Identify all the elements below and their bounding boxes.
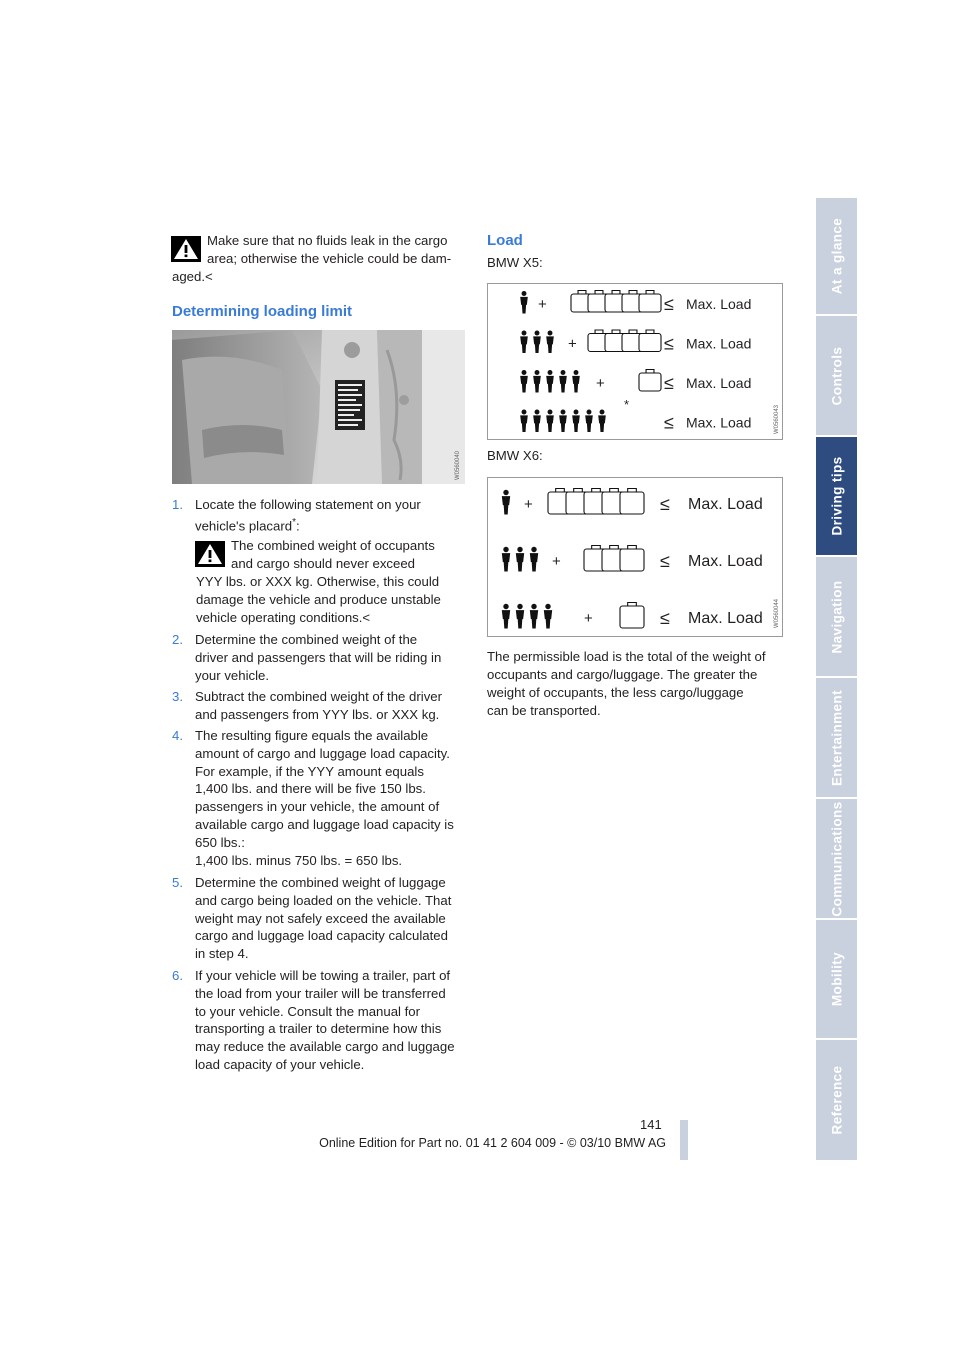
tab-label: Mobility [829, 951, 844, 1007]
end-mark: < [205, 269, 213, 284]
step-line: transporting a trailer to determine how this [195, 1021, 442, 1037]
less-equal-sign: ≤ [660, 608, 670, 628]
step-line: driver and passengers that will be riding in [195, 649, 442, 665]
suitcase-icon [639, 291, 661, 313]
tab-label: Reference [829, 1065, 844, 1135]
step-number: 3. [172, 689, 183, 704]
max-load-label: Max. Load [686, 296, 752, 312]
x6-label: BMW X6: [487, 448, 543, 463]
tab-label: Navigation [829, 579, 844, 654]
max-load-label: Max. Load [688, 553, 763, 570]
figure-code-placard: W0560040 [455, 450, 461, 480]
suitcase-icon [620, 603, 644, 629]
tab-label: At a glance [829, 217, 844, 295]
step-number: 6. [172, 968, 183, 983]
warning-text-2-line4: damage the vehicle and produce unstable [196, 592, 441, 607]
warning-text-1-line1: Make sure that no fluids leak in the cargo [207, 233, 448, 248]
step-line: 650 lbs.: [195, 834, 245, 850]
step-line: Locate the following statement on your [195, 497, 421, 512]
warning-triangle-icon [171, 236, 201, 262]
less-equal-sign: ≤ [660, 551, 670, 571]
step-line: 1,400 lbs. and there will be five 150 lbs. [195, 781, 426, 797]
person-icon [516, 547, 524, 572]
step-line: Subtract the combined weight of the driver [195, 689, 443, 704]
step-line: available cargo and luggage load capacity is [195, 816, 454, 832]
person-icon [520, 291, 528, 313]
step-4 [172, 727, 464, 869]
section-heading: Determining loading limit [172, 303, 353, 320]
step-line: to your vehicle. Consult the manual for [195, 1003, 421, 1019]
step-line-suffix: : [295, 518, 300, 534]
step-line: 1,400 lbs. minus 750 lbs. = 650 lbs. [195, 852, 403, 868]
step-line: may reduce the available cargo and luggage [195, 1039, 455, 1055]
x6-load-figure [487, 477, 783, 637]
step-number: 1. [172, 497, 183, 512]
step-line: vehicle's placard [195, 518, 293, 534]
person-icon [502, 547, 510, 572]
load-row [520, 330, 751, 354]
plus-sign: + [584, 610, 593, 627]
person-icon [572, 410, 580, 432]
load-row [520, 370, 751, 394]
warning-triangle-icon [195, 541, 225, 567]
warning-text-1-line3 [172, 268, 213, 286]
person-icon [516, 604, 524, 629]
step-line: Determine the combined weight of luggage [195, 875, 446, 890]
step-line: passengers in your vehicle, the amount of [195, 799, 440, 815]
step-line: Determine the combined weight of the [195, 632, 418, 647]
step-line: load capacity of your vehicle. [195, 1056, 365, 1072]
step-line: the load from your trailer will be transferred [195, 985, 446, 1001]
tab-label: Entertainment [829, 689, 844, 786]
person-icon [585, 410, 593, 432]
step-line: weight may not safely exceed the available [195, 910, 446, 926]
page-number: 141 [640, 1117, 662, 1132]
load-row [520, 410, 751, 433]
tab-mobility[interactable] [816, 920, 857, 1040]
paragraph-line: occupants and cargo/luggage. The greater the [487, 667, 758, 682]
person-icon [544, 604, 552, 629]
page-number-bar [680, 1120, 688, 1160]
step-line: and cargo being loaded on the vehicle. That [195, 892, 452, 908]
suitcase-icon [639, 330, 661, 352]
paragraph-line: can be transported. [487, 703, 601, 718]
plus-sign: + [596, 375, 605, 392]
tab-label: Driving tips [829, 456, 844, 536]
step-2 [172, 631, 464, 684]
step-5 [172, 874, 464, 963]
max-load-label: Max. Load [688, 496, 763, 513]
load-heading: Load [487, 232, 523, 249]
tab-entertainment[interactable] [816, 678, 857, 799]
person-icon [520, 370, 528, 392]
less-equal-sign: ≤ [664, 373, 674, 393]
step-number: 4. [172, 728, 183, 743]
tab-label: Controls [829, 346, 844, 405]
door-pillar-illustration [172, 330, 465, 484]
person-icon [559, 370, 567, 392]
tab-controls[interactable] [816, 316, 857, 437]
warning-text-2-line1: The combined weight of occupants [231, 538, 435, 553]
suitcase-icon [620, 489, 644, 515]
warning-text-2-line2: and cargo should never exceed [231, 556, 416, 571]
person-icon [559, 410, 567, 432]
person-icon [533, 331, 541, 353]
step-line: If your vehicle will be towing a trailer, part of [195, 968, 451, 983]
load-row [502, 546, 763, 572]
plus-sign: + [538, 296, 547, 313]
person-icon [533, 410, 541, 432]
paragraph-line: The permissible load is the total of the weight of [487, 649, 766, 664]
x5-load-diagram [488, 284, 782, 439]
tab-reference[interactable] [816, 1040, 857, 1162]
x6-load-diagram [488, 478, 782, 636]
x5-label: BMW X5: [487, 255, 543, 270]
load-row [502, 489, 763, 515]
step-line: and passengers from YYY lbs. or XXX kg. [195, 706, 440, 722]
asterisk-mark: * [624, 397, 630, 412]
person-icon [502, 604, 510, 629]
max-load-label: Max. Load [688, 610, 763, 627]
load-row [502, 603, 763, 629]
tab-label: Communications [829, 800, 844, 917]
less-equal-sign: ≤ [660, 494, 670, 514]
suitcase-icon [620, 546, 644, 572]
load-paragraph [487, 648, 782, 720]
step-line: The resulting figure equals the available [195, 728, 429, 743]
x5-load-figure [487, 283, 783, 440]
load-row [520, 291, 751, 315]
tab-navigation[interactable] [816, 557, 857, 678]
person-icon [520, 410, 528, 432]
step-line: amount of cargo and luggage load capacity. [195, 745, 450, 761]
max-load-label: Max. Load [686, 335, 752, 352]
figure-code-x6: W0560044 [774, 598, 780, 628]
warning-text-2-line5 [196, 609, 370, 627]
step-6 [172, 967, 464, 1074]
figure-code-x5: W0560043 [774, 404, 780, 434]
suitcase-icon [639, 370, 661, 392]
plus-sign: + [568, 335, 577, 353]
tab-driving-tips[interactable] [816, 437, 857, 557]
person-icon [546, 410, 554, 432]
person-icon [502, 490, 510, 515]
person-icon [546, 370, 554, 392]
tab-communications[interactable] [816, 799, 857, 920]
step-number: 2. [172, 632, 183, 647]
less-equal-sign: ≤ [664, 333, 674, 354]
footer-text: Online Edition for Part no. 01 41 2 604 009 - © 03/10 BMW AG [319, 1136, 666, 1150]
person-icon [546, 331, 554, 353]
warning-text-1-line2: area; otherwise the vehicle could be dam- [207, 251, 452, 266]
step-number: 5. [172, 875, 183, 890]
person-icon [520, 331, 528, 353]
max-load-label: Max. Load [686, 375, 752, 391]
placard-photo [172, 330, 465, 484]
person-icon [598, 410, 606, 432]
warning-text-1-end: aged. [172, 269, 206, 284]
tab-at-a-glance[interactable] [816, 198, 857, 316]
step-line: For example, if the YYY amount equals [195, 763, 424, 779]
step-3 [172, 688, 464, 724]
paragraph-line: weight of occupants, the less cargo/luggage [487, 685, 744, 700]
step-1 [172, 496, 464, 535]
step-line: cargo and luggage load capacity calculated [195, 928, 448, 944]
plus-sign: + [524, 496, 533, 513]
warning-text-2-line3: YYY lbs. or XXX kg. Otherwise, this could [196, 574, 440, 589]
warning-text-2-end: vehicle operating conditions. [196, 610, 363, 625]
person-icon [530, 604, 538, 629]
end-mark: < [362, 610, 371, 625]
step-line: in step 4. [195, 946, 249, 962]
max-load-label: Max. Load [686, 414, 752, 431]
less-equal-sign: ≤ [664, 294, 674, 314]
person-icon [572, 370, 580, 392]
person-icon [533, 370, 541, 392]
step-line: your vehicle. [195, 667, 270, 683]
plus-sign: + [552, 553, 561, 570]
person-icon [530, 547, 538, 572]
asterisk-mark: * [292, 516, 296, 528]
less-equal-sign: ≤ [664, 412, 674, 433]
